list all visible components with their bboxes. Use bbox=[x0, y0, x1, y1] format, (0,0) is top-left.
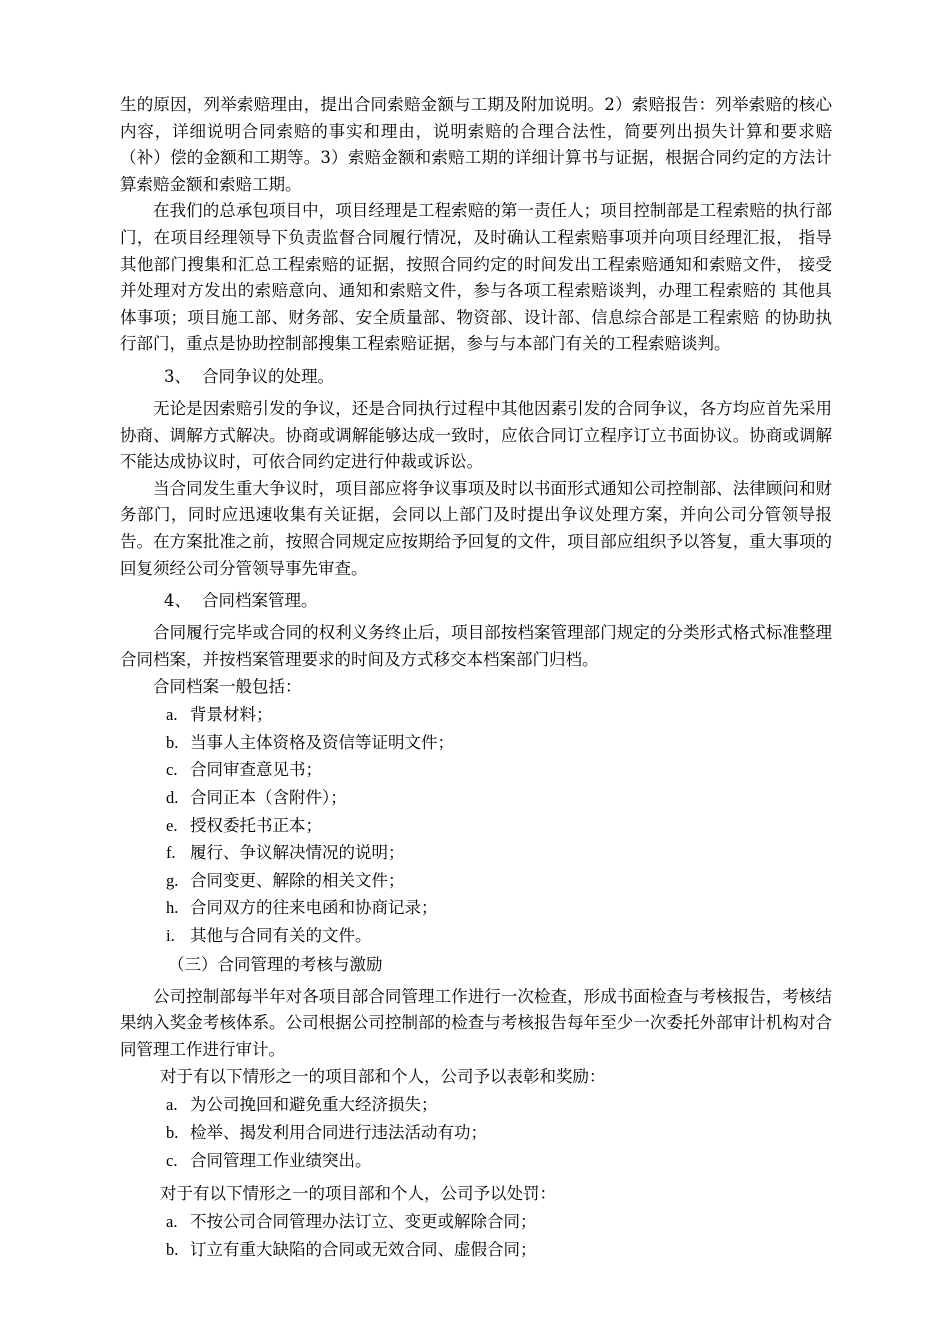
list-item: f. 履行、争议解决情况的说明； bbox=[166, 843, 405, 863]
heading-text: 合同争议的处理。 bbox=[202, 366, 334, 386]
list-item: b. 检举、揭发利用合同进行违法活动有功； bbox=[166, 1123, 487, 1142]
archive-list bbox=[120, 701, 832, 949]
list-item: c. 合同管理工作业绩突出。 bbox=[166, 1150, 372, 1170]
list-item: a. 为公司挽回和避免重大经济损失； bbox=[166, 1095, 438, 1115]
claim-report-paragraph: 生的原因，列举索赔理由，提出合同索赔金额与工期及附加说明。2）索赔报告：列举索赔的核心内容，详细说明合同索赔的事实和理由，说明索赔的合理合法性，简要列出损失计算和要求赔（补）偿的金额和工期等。3）索赔金额和索赔工期的详细计算书与证据，根据合同约定的方法计 算索赔金额和索赔工期。 bbox=[120, 95, 832, 194]
penalty-list bbox=[120, 1208, 832, 1263]
archive-transfer-paragraph: 合同履行完毕或合同的权利义务终止后，项目部按档案管理部门规定的分类形式格式标准整理合同档案，并按档案管理要求的时间及方式移交本档案部门归档。 bbox=[120, 623, 832, 669]
archive-list-intro: 合同档案一般包括： bbox=[153, 677, 302, 697]
heading-dispute-handling bbox=[120, 362, 832, 392]
document-page bbox=[120, 92, 832, 1263]
list-item: i. 其他与合同有关的文件。 bbox=[166, 926, 372, 946]
claim-responsibility-paragraph: 在我们的总承包项目中，项目经理是工程索赔的第一责任人；项目控制部是工程索赔的执行部门，在项目经理领导下负责监督合同履行情况，及时确认工程索赔事项并向项目经理汇报， 指导其他部门搜集和汇总工程索赔的证据，按照合同约定的时间发出工程索赔通知和索赔文件， 接受并处理对方发出的索赔意向、通知和索赔文件，参与各项工程索赔谈判，办理工程索赔的 其他具体事项；项目施工部、财务部、安全质量部、物资部、设计部、信息综合部是工程索赔 的协助执行部门，重点是协助控制部搜集工程索赔证据，参与与本部门有关的工程索赔谈判。 bbox=[120, 201, 832, 354]
major-dispute-paragraph: 当合同发生重大争议时，项目部应将争议事项及时以书面形式通知公司控制部、法律顾问和财务部门，同时应迅速收集有关证据，会同以上部门及时提出争议处理方案，并向公司分管领导报告。在方案批准之前，按照合同规定应按期给予回复的文件，项目部应组织予以答复，重大事项的回复须经公司分管领导事先审查。 bbox=[120, 478, 832, 578]
list-item: h. 合同双方的往来电函和协商记录； bbox=[166, 898, 438, 918]
list-item: b. 订立有重大缺陷的合同或无效合同、虚假合同； bbox=[166, 1239, 537, 1259]
assessment-paragraph: 公司控制部每半年对各项目部合同管理工作进行一次检查，形成书面检查与考核报告，考核结果纳入奖金考核体系。公司根据公司控制部的检查与考核报告每年至少一次委托外部审计机构对合同管理工作进行审计。 bbox=[120, 986, 832, 1059]
list-item: c. 合同审查意见书； bbox=[166, 760, 322, 780]
list-item: a. 不按公司合同管理办法订立、变更或解除合同； bbox=[166, 1212, 537, 1232]
heading-archive-management bbox=[120, 586, 832, 616]
list-item: a. 背景材料； bbox=[166, 705, 273, 725]
heading-section-three: （三）合同管理的考核与激励 bbox=[168, 954, 383, 974]
list-item: d. 合同正本（含附件）； bbox=[166, 788, 347, 808]
reward-list bbox=[120, 1091, 832, 1174]
reward-list-intro: 对于有以下情形之一的项目部和个人，公司予以表彰和奖励： bbox=[160, 1067, 606, 1087]
list-item: e. 授权委托书正本； bbox=[166, 815, 322, 835]
heading-number: 3、 bbox=[164, 366, 191, 386]
heading-number: 4、 bbox=[164, 591, 191, 611]
penalty-list-intro: 对于有以下情形之一的项目部和个人，公司予以处罚： bbox=[160, 1184, 556, 1204]
list-item: b. 当事人主体资格及资信等证明文件； bbox=[166, 732, 454, 752]
heading-text: 合同档案管理。 bbox=[202, 591, 318, 611]
list-item: g. 合同变更、解除的相关文件； bbox=[166, 870, 405, 890]
dispute-resolution-paragraph: 无论是因索赔引发的争议，还是合同执行过程中其他因素引发的合同争议，各方均应首先采用协商、调解方式解决。协商或调解能够达成一致时，应依合同订立程序订立书面协议。协商或调解不能达成协议时，可依合同约定进行仲裁或诉讼。 bbox=[120, 398, 832, 472]
